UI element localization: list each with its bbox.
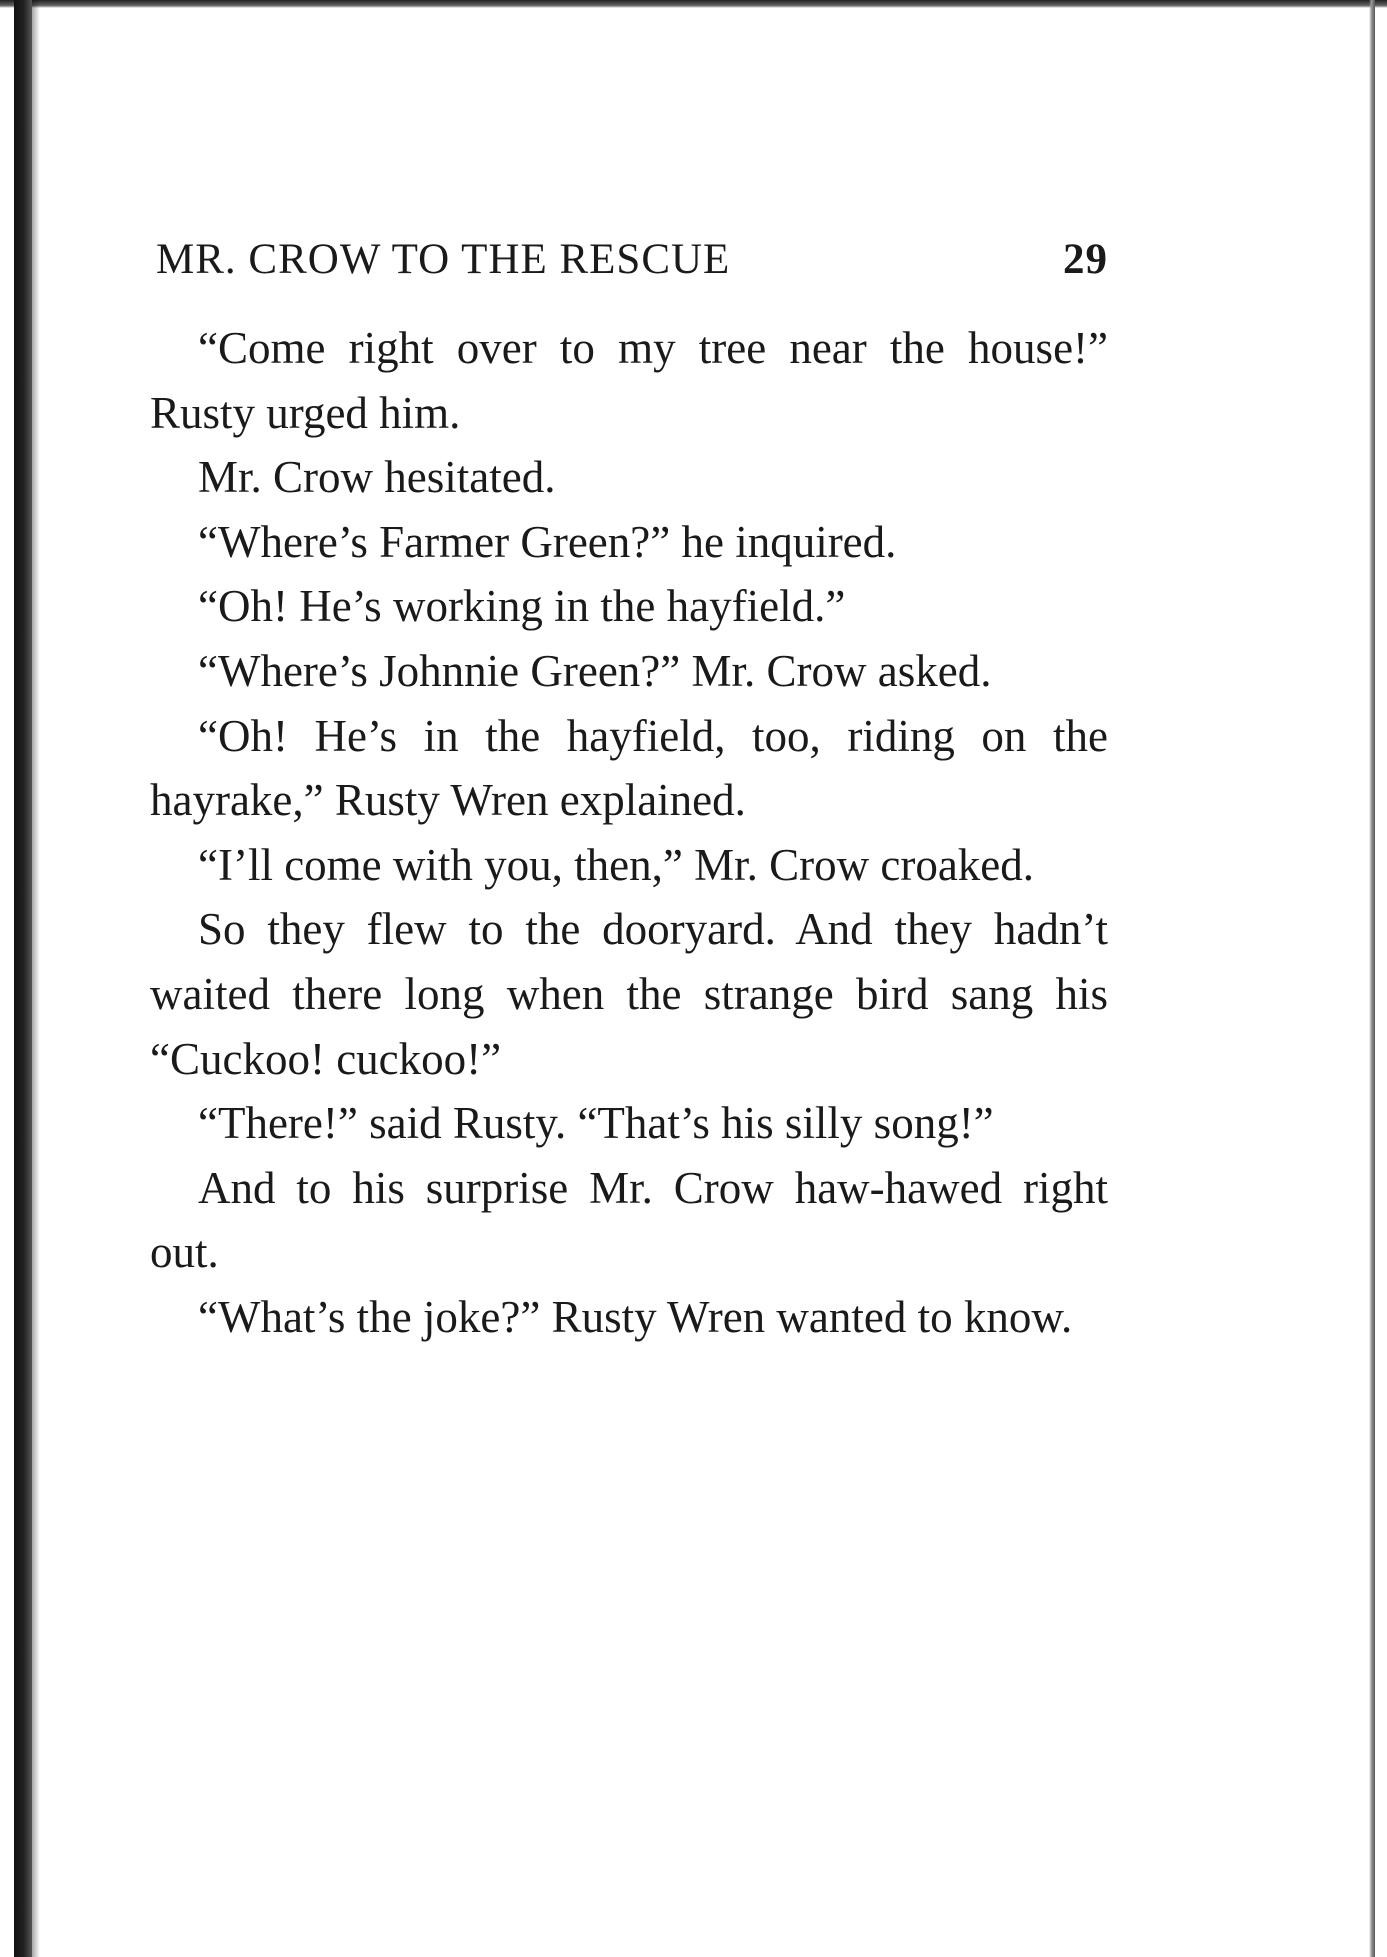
- paragraph: “I’ll come with you, then,” Mr. Crow croaked.: [198, 839, 1035, 890]
- paragraph: So they flew to the dooryard. And they hadn’t waited there long when the strange bird sang his “Cuckoo! cuckoo!”: [150, 904, 1108, 1084]
- book-page: [150, 232, 1108, 1350]
- paragraph: “There!” said Rusty. “That’s his silly song!”: [198, 1098, 994, 1149]
- page-top-edge: [0, 0, 1387, 8]
- paragraph: “Oh! He’s working in the hayfield.”: [198, 581, 846, 632]
- paragraph: Mr. Crow hesitated.: [198, 452, 556, 503]
- running-head: [150, 232, 1108, 288]
- page-right-edge: [1369, 0, 1375, 1957]
- paragraph: “Where’s Johnnie Green?” Mr. Crow asked.: [198, 645, 992, 696]
- chapter-title: MR. CROW TO THE RESCUE: [156, 236, 731, 283]
- page-binding-shadow: [32, 0, 40, 1957]
- paragraph: “Come right over to my tree near the house!” Rusty urged him.: [150, 323, 1108, 438]
- body-text: [150, 316, 1108, 1350]
- paragraph: And to his surprise Mr. Crow haw-hawed right out.: [150, 1162, 1108, 1278]
- page-number: 29: [1063, 236, 1108, 283]
- paragraph: “What’s the joke?” Rusty Wren wanted to know.: [198, 1291, 1073, 1342]
- paragraph: “Oh! He’s in the hayfield, too, riding on the hayrake,” Rusty Wren explained.: [150, 710, 1108, 826]
- paragraph: “Where’s Farmer Green?” he inquired.: [198, 516, 897, 567]
- page-binding-edge: [14, 0, 32, 1957]
